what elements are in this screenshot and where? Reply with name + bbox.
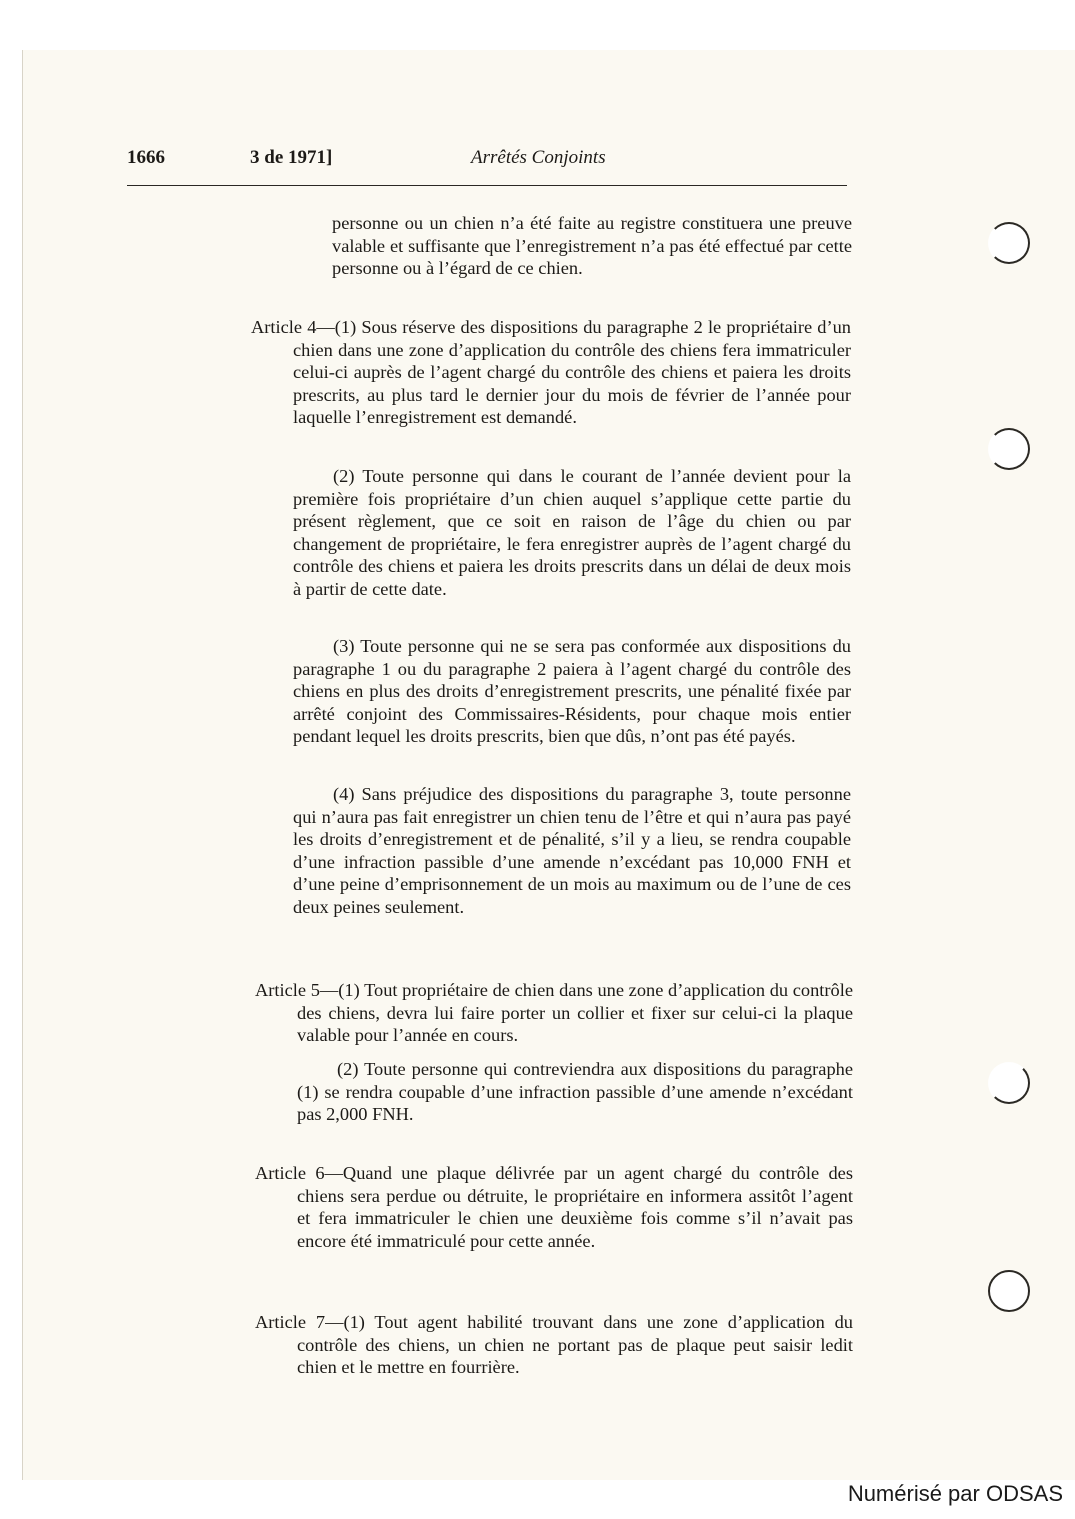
article-4-paragraph-2: (2) Toute personne qui dans le courant de l’année devient pour la première fois propriétaire d’un chien auquel s’applique cette partie du présent règlement, que ce soit en raison de l’âge du chien ou par changement de propriétaire, le fera enregistrer auprès de l’agent chargé du contrôle des chiens et paiera les droits prescrits dans un délai de deux mois à partir de cette date. xyxy=(293,466,851,599)
article-4-paragraph-4: (4) Sans préjudice des dispositions du paragraphe 3, toute personne qui n’aura pas fait enregistrer un chien tenu de l’être et qui n’aura pas payé les droits d’enregistrement et de pénalité, s’il y a lieu, se rendra coupable d’une infraction passible d’une amende n’excédant pas 10,000 FNH et d’une peine d’emprisonnement de un mois au maximum ou de l’une de ces deux peines seulement. xyxy=(293,784,851,917)
article-7-paragraph-1: Article 7—(1) Tout agent habilité trouvant dans une zone d’application du contrôle des chiens, un chien ne portant pas de plaque peut saisir ledit chien et le mettre en fourrière. xyxy=(255,1312,853,1378)
article-4-paragraph-1: Article 4—(1) Sous réserve des dispositions du paragraphe 2 le propriétaire d’un chien dans une zone d’application du contrôle des chiens fera immatriculer celui-ci auprès de l’agent chargé du contrôle des chiens et paiera les droits prescrits, au plus tard le dernier jour du mois de février de l’année pour laquelle l’enregistrement est demandé. xyxy=(251,317,851,428)
punch-hole xyxy=(988,1062,1030,1104)
punch-hole xyxy=(988,222,1030,264)
article-5-paragraph-2: (2) Toute personne qui contreviendra aux dispositions du paragraphe (1) se rendra coupable d’une infraction passible d’une amende n’excédant pas 2,000 FNH. xyxy=(297,1059,853,1125)
article-5-paragraph-1: Article 5—(1) Tout propriétaire de chien dans une zone d’application du contrôle des chiens, devra lui faire porter un collier et fixer sur celui-ci la plaque valable pour l’année en cours. xyxy=(255,980,853,1046)
paragraph-continuation: personne ou un chien n’a été faite au registre constituera une preuve valable et suffisante que l’enregistrement n’a pas été effectué par cette personne ou à l’égard de ce chien. xyxy=(332,213,852,279)
digitization-credit: Numérisé par ODSAS xyxy=(847,1481,1063,1506)
punch-hole xyxy=(988,428,1030,470)
header-divider xyxy=(127,185,847,186)
year-reference: 3 de 1971] xyxy=(250,147,333,168)
page-number: 1666 xyxy=(127,147,165,168)
running-title: Arrêtés Conjoints xyxy=(471,147,606,168)
punch-hole xyxy=(988,1270,1030,1312)
article-6-paragraph: Article 6—Quand une plaque délivrée par un agent chargé du contrôle des chiens sera perdue ou détruite, le propriétaire en informera assitôt l’agent et fera immatriculer le chien une deuxième fois comme s’il n’avait pas encore été immatriculé pour cette année. xyxy=(255,1163,853,1251)
article-4-paragraph-3: (3) Toute personne qui ne se sera pas conformée aux dispositions du paragraphe 1 ou du paragraphe 2 paiera à l’agent chargé du contrôle des chiens en plus des droits d’enregistrement prescrits, une pénalité fixée par arrêté conjoint des Commissaires-Résidents, pour chaque mois entier pendant lequel les droits prescrits, bien que dûs, n’ont pas été payés. xyxy=(293,636,851,747)
page-header xyxy=(0,147,1075,171)
